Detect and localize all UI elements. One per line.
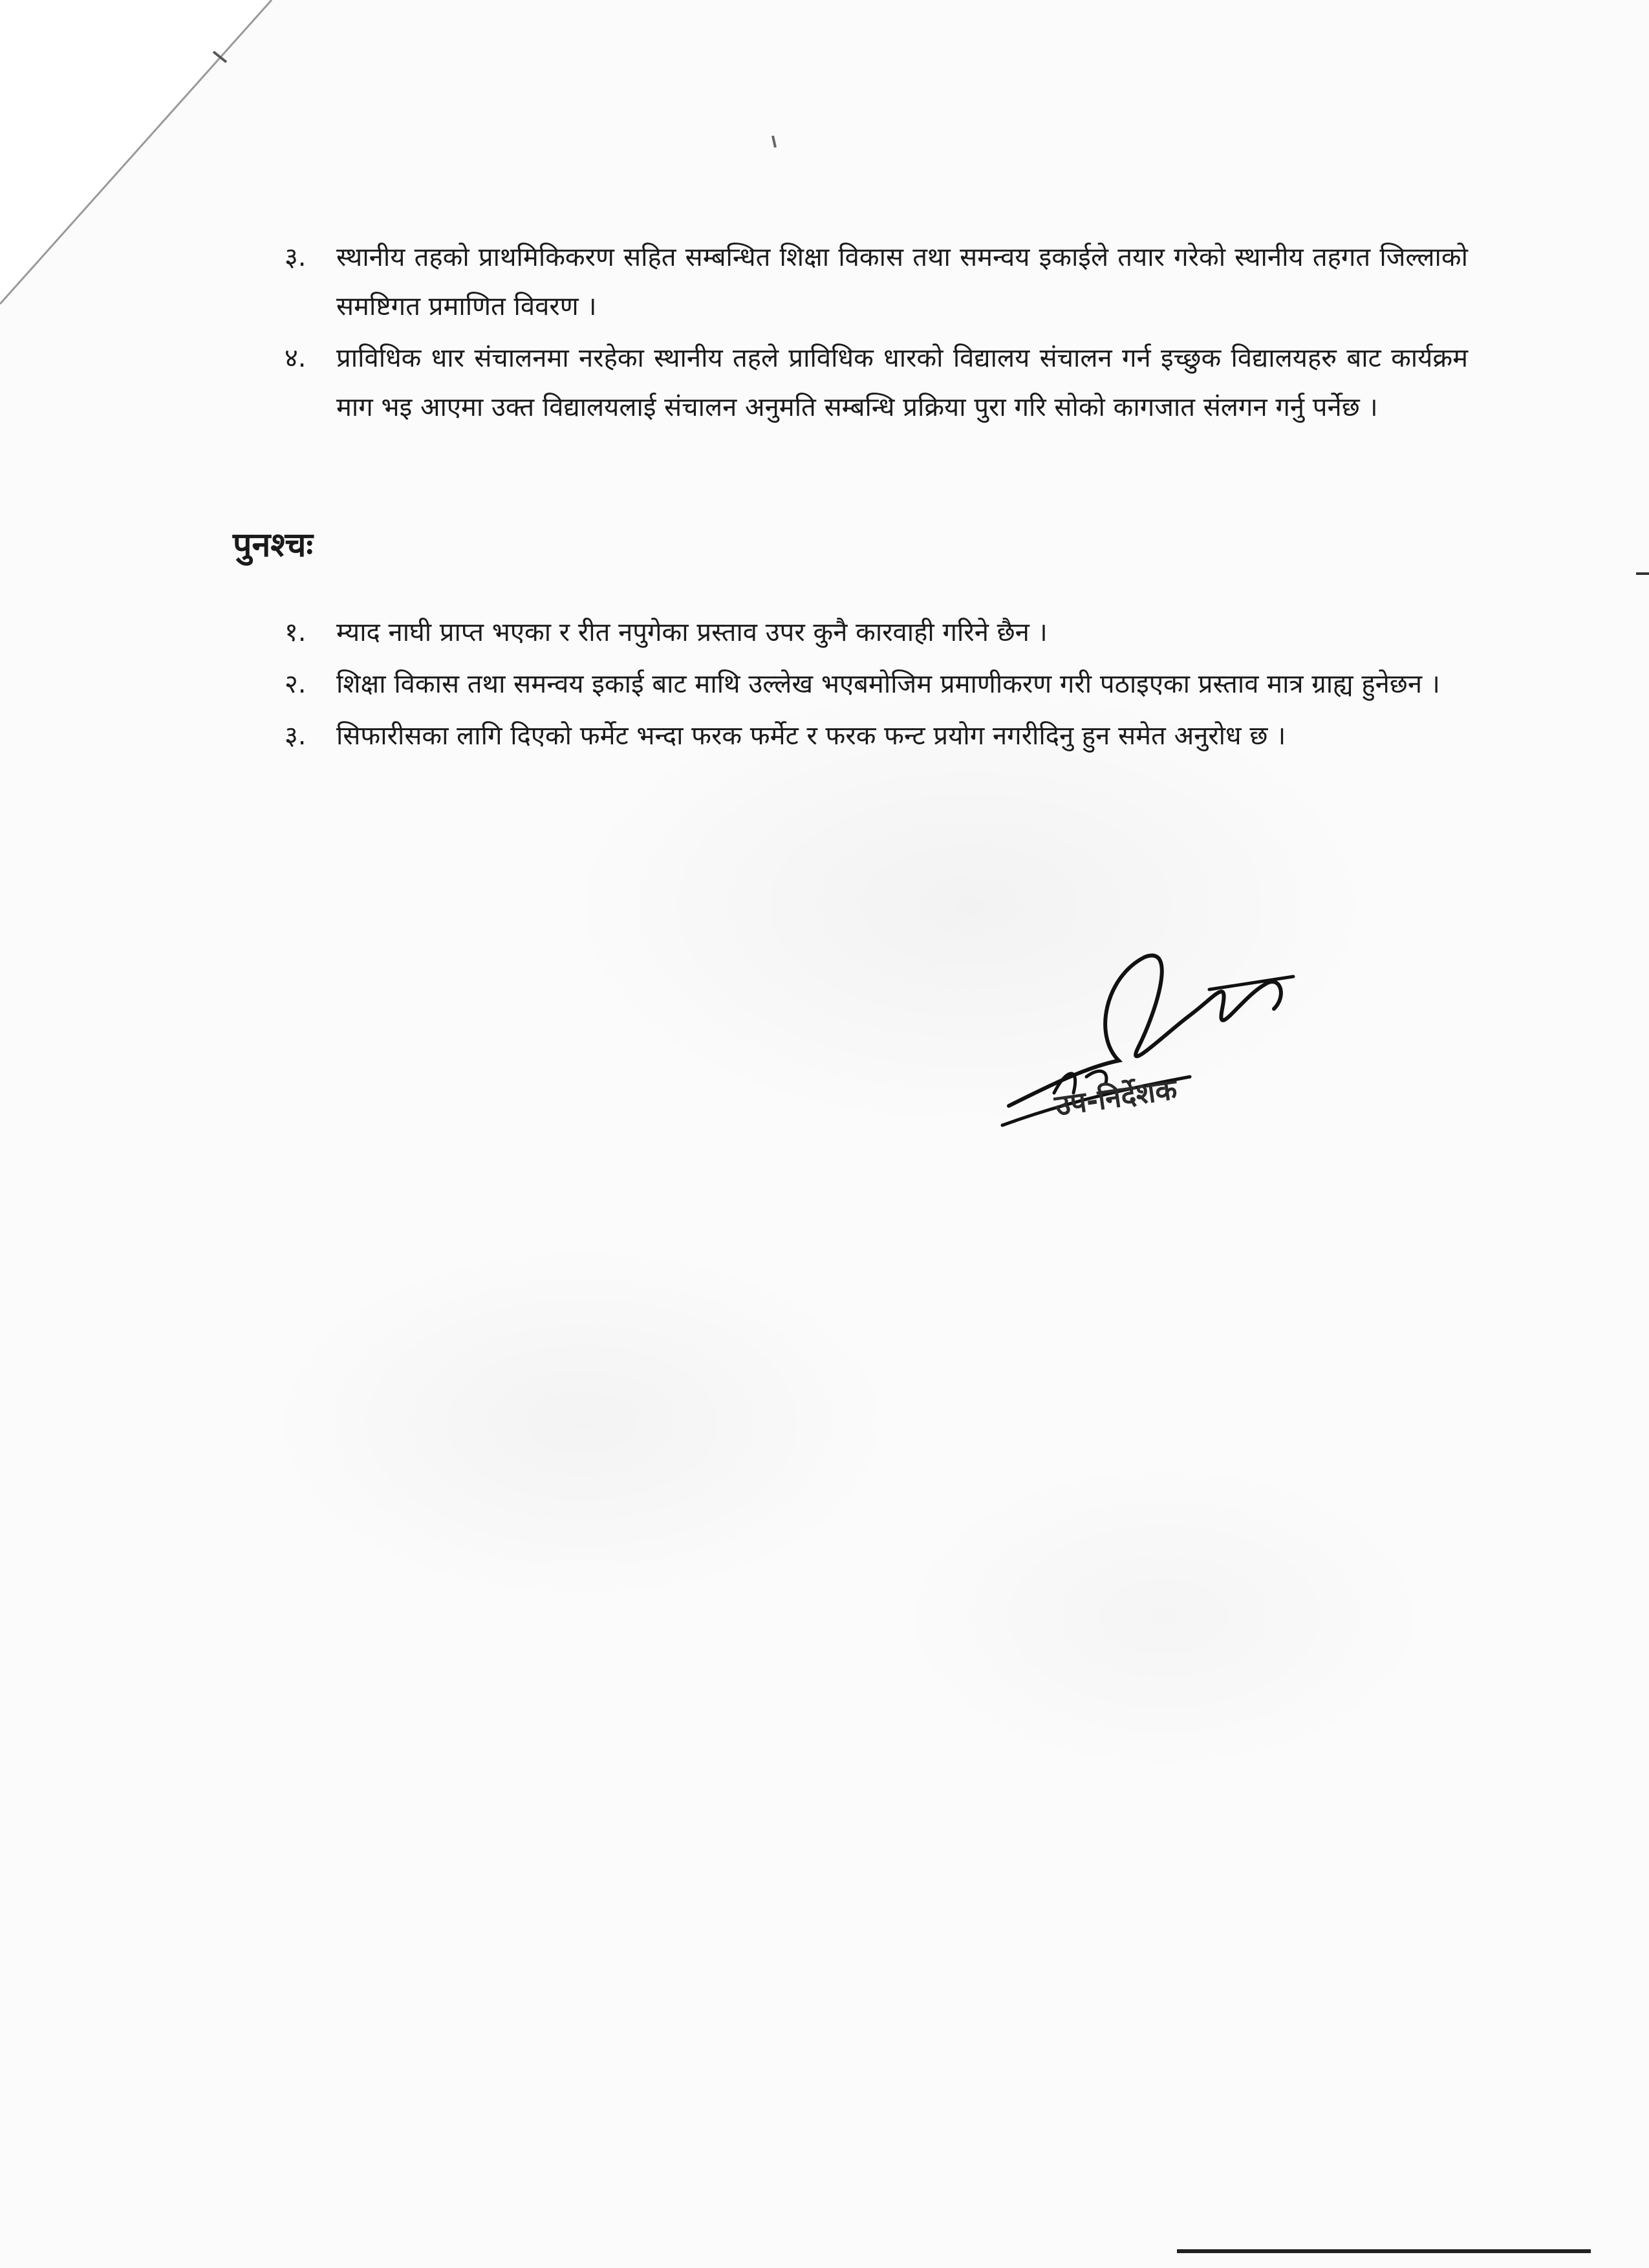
bottom-rule — [1177, 2249, 1591, 2253]
list-item — [285, 660, 1468, 709]
item-number: ४. — [285, 343, 307, 373]
item-text: शिक्षा विकास तथा समन्वय इकाई बाट माथि उल्लेख भएबमोजिम प्रमाणीकरण गरी पठाइएका प्रस्ताव मात्र ग्राह्य हुनेछन । — [336, 669, 1440, 699]
signatory-designation: उप-निर्देशक — [1052, 1072, 1180, 1123]
item-text: म्याद नाघी प्राप्त भएका र रीत नपुगेका प्रस्ताव उपर कुनै कारवाही गरिने छैन । — [336, 618, 1048, 647]
postscript-heading: पुनश्चः — [233, 526, 314, 565]
list-item — [285, 711, 1468, 761]
edge-mark — [1636, 572, 1649, 575]
folded-corner — [0, 0, 272, 304]
requirements-list — [285, 233, 1468, 435]
list-item — [285, 608, 1468, 657]
postscript-list — [285, 608, 1468, 763]
item-text: स्थानीय तहको प्राथमिकिकरण सहित सम्बन्धित शिक्षा विकास तथा समन्वय इकाईले तयार गरेको स्थानीय तहगत जिल्लाको समष्टिगत प्रमाणित विवरण । — [336, 243, 1468, 321]
item-text: सिफारीसका लागि दिएको फर्मेट भन्दा फरक फर्मेट र फरक फन्ट प्रयोग नगरीदिनु हुन समेत अनुरोध छ । — [336, 721, 1286, 751]
item-number: २. — [285, 669, 307, 699]
item-number: ३. — [285, 721, 307, 751]
handwritten-signature — [996, 938, 1319, 1151]
list-item — [285, 233, 1468, 331]
item-number: १. — [285, 618, 307, 647]
list-item — [285, 334, 1468, 432]
item-number: ३. — [285, 243, 307, 272]
item-text: प्राविधिक धार संचालनमा नरहेका स्थानीय तहले प्राविधिक धारको विद्यालय संचालन गर्न इच्छुक विद्यालयहरु बाट कार्यक्रम माग भइ आएमा उक्त विद्यालयलाई संचालन अनुमति सम्बन्धि प्रक्रिया पुरा गरि सोको कागजात संलगन गर्नु पर्नेछ । — [336, 343, 1468, 422]
